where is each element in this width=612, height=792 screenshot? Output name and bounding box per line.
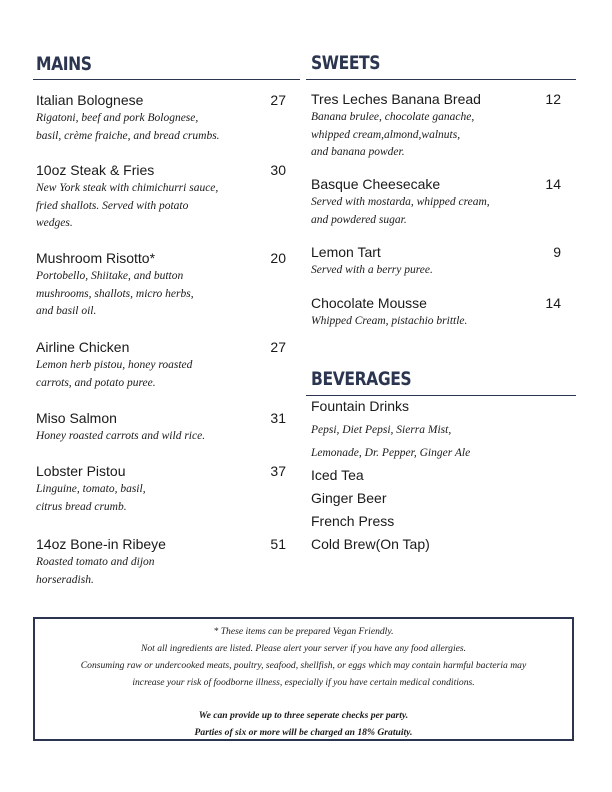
notice-line: Not all ingredients are listed. Please alert your server if you have any food allergies. (140, 643, 467, 654)
menu-item (36, 162, 286, 233)
item-description: Roasted tomato and dijon horseradish. (36, 556, 155, 586)
notice-line: Consuming raw or undercooked meats, poultry, seafood, shellfish, or eggs which may contain harmful bacteria may (80, 660, 527, 671)
item-description: Portobello, Shiitake, and button mushrooms, shallots, micro herbs, and basil oil. (36, 270, 194, 317)
item-name: Mushroom Risotto* (36, 250, 156, 266)
item-name: Tres Leches Banana Bread (311, 91, 481, 107)
item-description: Served with mostarda, whipped cream, and powdered sugar. (311, 196, 490, 226)
item-name: 10oz Steak & Fries (36, 162, 155, 178)
item-price: 27 (270, 92, 286, 108)
item-name: Chocolate Mousse (311, 295, 427, 311)
item-price: 12 (545, 91, 561, 107)
notice-line: We can provide up to three seperate checks per party. (198, 710, 409, 721)
item-name: Basque Cheesecake (311, 176, 441, 192)
item-description: New York steak with chimichurri sauce, fried shallots. Served with potato wedges. (36, 182, 219, 229)
allergy-notice-box (33, 617, 574, 741)
mains-title: MAINS (36, 53, 92, 75)
beverage-item: Ginger Beer (311, 490, 387, 506)
beverage-item: Iced Tea (311, 467, 364, 483)
item-description: Whipped Cream, pistachio brittle. (311, 315, 468, 327)
notice-line: * These items can be prepared Vegan Friendly. (213, 626, 394, 637)
item-name: Lobster Pistou (36, 463, 126, 479)
item-name: Airline Chicken (36, 339, 130, 355)
item-description: Rigatoni, beef and pork Bolognese, basil, crème fraiche, and bread crumbs. (36, 112, 220, 142)
item-description: Lemon herb pistou, honey roasted carrots, and potato puree. (36, 359, 193, 389)
item-price: 9 (553, 244, 561, 260)
menu-item (311, 91, 561, 162)
notice-line: increase your risk of foodborne illness, especially if you have certain medical conditions. (132, 677, 475, 688)
beverages-divider (306, 395, 576, 396)
item-price: 14 (545, 176, 561, 192)
sweets-title: SWEETS (311, 52, 381, 74)
item-price: 31 (270, 410, 286, 426)
item-price: 27 (270, 339, 286, 355)
mains-divider (33, 79, 300, 80)
beverage-item: French Press (311, 513, 395, 529)
item-description: Linguine, tomato, basil, citrus bread crumb. (36, 483, 146, 513)
item-name: 14oz Bone-in Ribeye (36, 536, 166, 552)
menu-item (311, 244, 561, 280)
item-description: Served with a berry puree. (311, 264, 433, 276)
beverage-item: Fountain Drinks (311, 398, 410, 414)
item-name: Lemon Tart (311, 244, 381, 260)
menu-item (36, 463, 286, 516)
sweets-divider (306, 79, 576, 80)
item-name: Miso Salmon (36, 410, 117, 426)
menu-item (311, 176, 561, 229)
beverages-title: BEVERAGES (311, 368, 412, 390)
item-price: 20 (270, 250, 286, 266)
item-price: 37 (270, 463, 286, 479)
menu-item (36, 536, 286, 589)
item-price: 51 (270, 536, 286, 552)
item-price: 14 (545, 295, 561, 311)
menu-item (36, 410, 286, 446)
item-price: 30 (270, 162, 286, 178)
notice-line: Parties of six or more will be charged an 18% Gratuity. (194, 727, 413, 738)
item-name: Italian Bolognese (36, 92, 144, 108)
menu-item (36, 339, 286, 392)
item-description: Honey roasted carrots and wild rice. (36, 430, 206, 442)
menu-item (311, 295, 561, 331)
item-description: Banana brulee, chocolate ganache, whipped cream,almond,walnuts, and banana powder. (311, 111, 475, 158)
beverage-item: Cold Brew(On Tap) (311, 536, 430, 552)
menu-item (36, 250, 286, 321)
beverage-description: Pepsi, Diet Pepsi, Sierra Mist, Lemonade, Dr. Pepper, Ginger Ale (311, 424, 471, 459)
menu-item (36, 92, 286, 145)
